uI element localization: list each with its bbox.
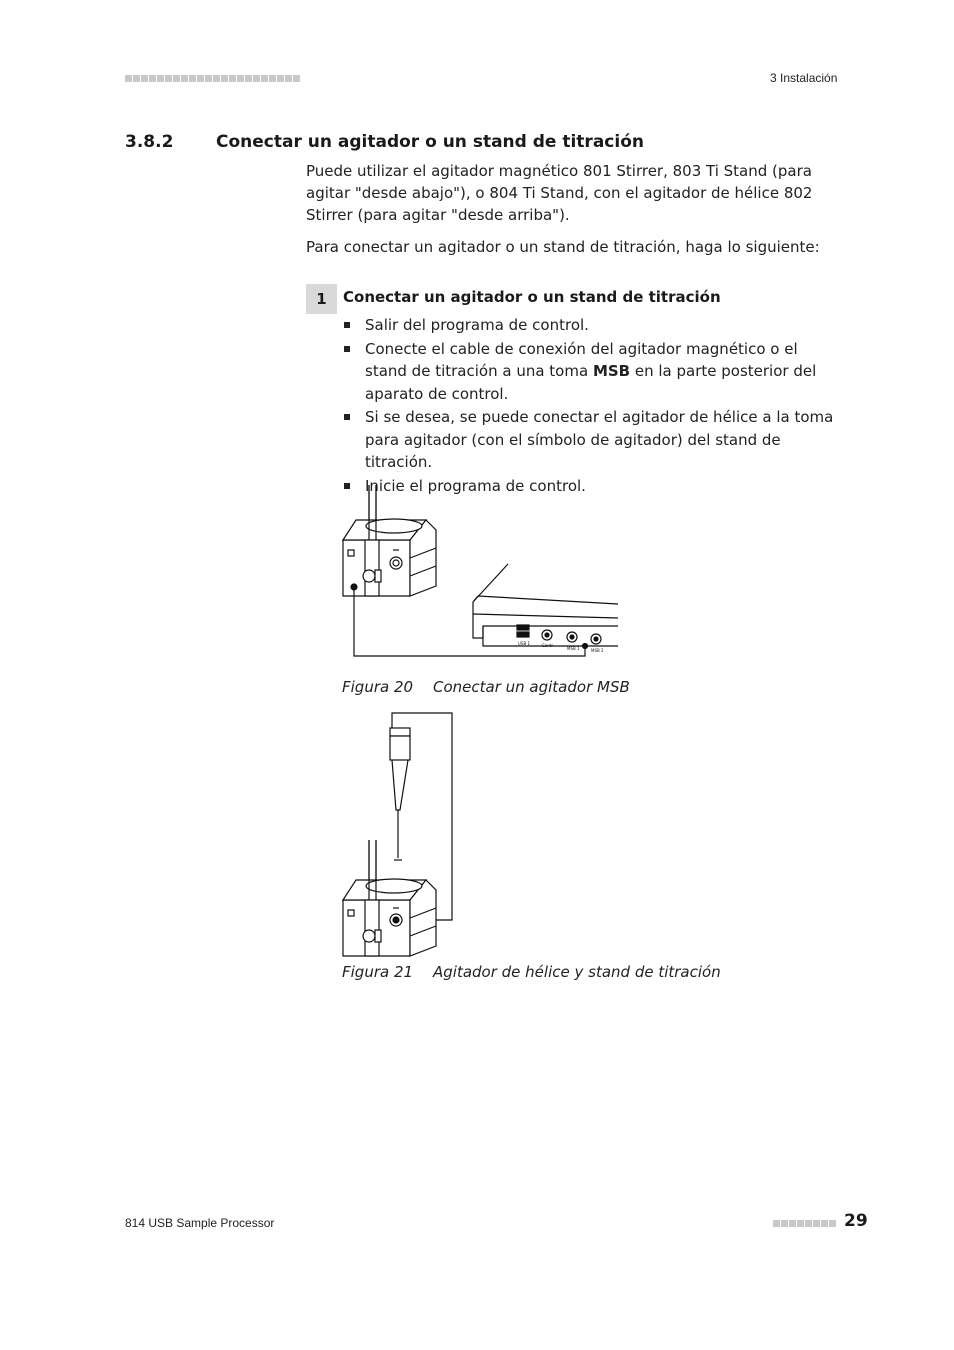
port-label: USB 1 bbox=[518, 641, 531, 646]
section-title: Conectar un agitador o un stand de titración bbox=[216, 132, 644, 152]
port-label: Contr bbox=[542, 643, 553, 648]
msb-keyword: MSB bbox=[592, 362, 631, 380]
list-item: Salir del programa de control. bbox=[343, 314, 843, 337]
running-header-chapter: 3 Instalación bbox=[770, 71, 838, 85]
list-item: Si se desea, se puede conectar el agitador de hélice a la toma para agitador (con el símbolo de agitador) del stand de titración. bbox=[343, 406, 843, 474]
section-number: 3.8.2 bbox=[125, 132, 174, 152]
port-label: MSB 1 bbox=[567, 646, 580, 651]
figure-propeller-stirrer bbox=[338, 708, 468, 960]
figure-caption: Conectar un agitador MSB bbox=[433, 678, 630, 696]
figure-caption: Agitador de hélice y stand de titración bbox=[433, 963, 721, 981]
figure-msb-connection bbox=[338, 478, 618, 668]
step-title: Conectar un agitador o un stand de titración bbox=[343, 288, 721, 306]
footer-decoration bbox=[773, 1220, 836, 1227]
figure-label: Figura 20 bbox=[342, 678, 414, 696]
instruction-paragraph: Para conectar un agitador o un stand de titración, haga lo siguiente: bbox=[306, 238, 820, 256]
footer-product-name: 814 USB Sample Processor bbox=[125, 1216, 275, 1230]
list-item: Inicie el programa de control. bbox=[343, 475, 843, 498]
port-label: MSB 2 bbox=[591, 648, 604, 653]
step-number-badge: 1 bbox=[306, 284, 337, 314]
step-bullet-list bbox=[343, 314, 843, 498]
header-decoration bbox=[125, 75, 300, 82]
list-item: Conecte el cable de conexión del agitador magnético o el stand de titración a una toma MSB en la parte posterior del aparato de control. bbox=[343, 338, 843, 406]
page-number: 29 bbox=[844, 1211, 868, 1231]
figure-label: Figura 21 bbox=[342, 963, 414, 981]
intro-paragraph: Puede utilizar el agitador magnético 801 Stirrer, 803 Ti Stand (para agitar "desde abajo"), o 804 Ti Stand, con el agitador de hélice 802 Stirrer (para agitar "desde arriba"). bbox=[306, 162, 813, 224]
